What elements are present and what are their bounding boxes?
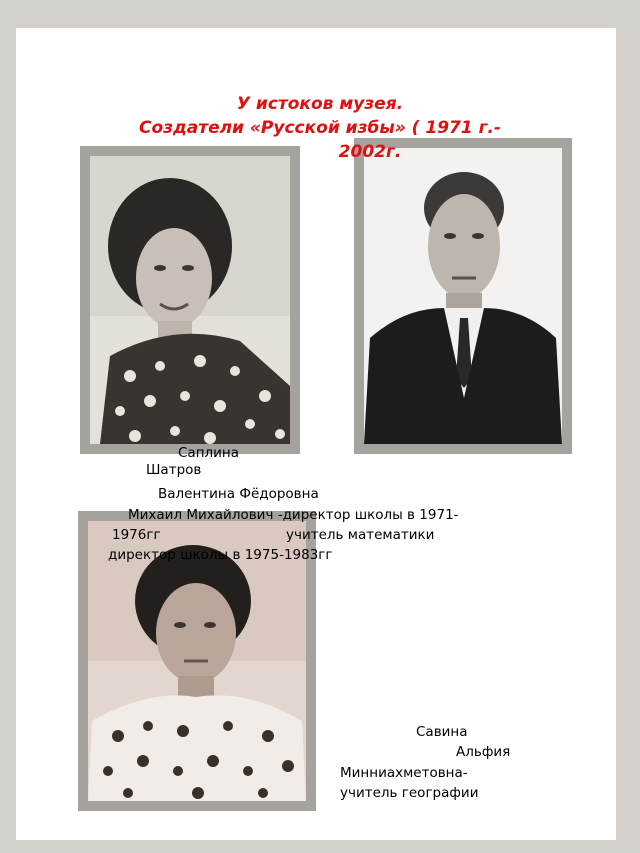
caption-shatrov-years: 1976гг xyxy=(112,527,161,543)
caption-saplina-role: учитель математики xyxy=(286,527,435,543)
portrait-shatrov-photo xyxy=(364,148,562,444)
photo-frame-saplina xyxy=(80,146,300,454)
portrait-saplina-photo xyxy=(90,156,290,444)
photo-frame-shatrov xyxy=(354,138,572,454)
page-title-line-3: 2002г. xyxy=(338,142,402,162)
caption-shatrov-surname: Шатров xyxy=(146,462,202,478)
caption-shatrov-name: Михаил Михайлович -директор школы в 1971- xyxy=(128,507,459,523)
caption-savina-patronymic: Минниахметовна- xyxy=(340,765,468,781)
caption-savina-role: учитель географии xyxy=(340,785,479,801)
caption-savina-surname: Савина xyxy=(416,724,468,740)
page-title-line-2: Создатели «Русской избы» ( 1971 г.- xyxy=(138,118,501,138)
page-title-line-1: У истоков музея. xyxy=(236,94,404,114)
caption-savina-name: Альфия xyxy=(456,744,511,760)
caption-shatrov-role: директор школы в 1975-1983гг xyxy=(108,547,333,563)
caption-saplina-name: Валентина Фёдоровна xyxy=(158,486,319,502)
caption-saplina-surname: Саплина xyxy=(178,445,240,461)
